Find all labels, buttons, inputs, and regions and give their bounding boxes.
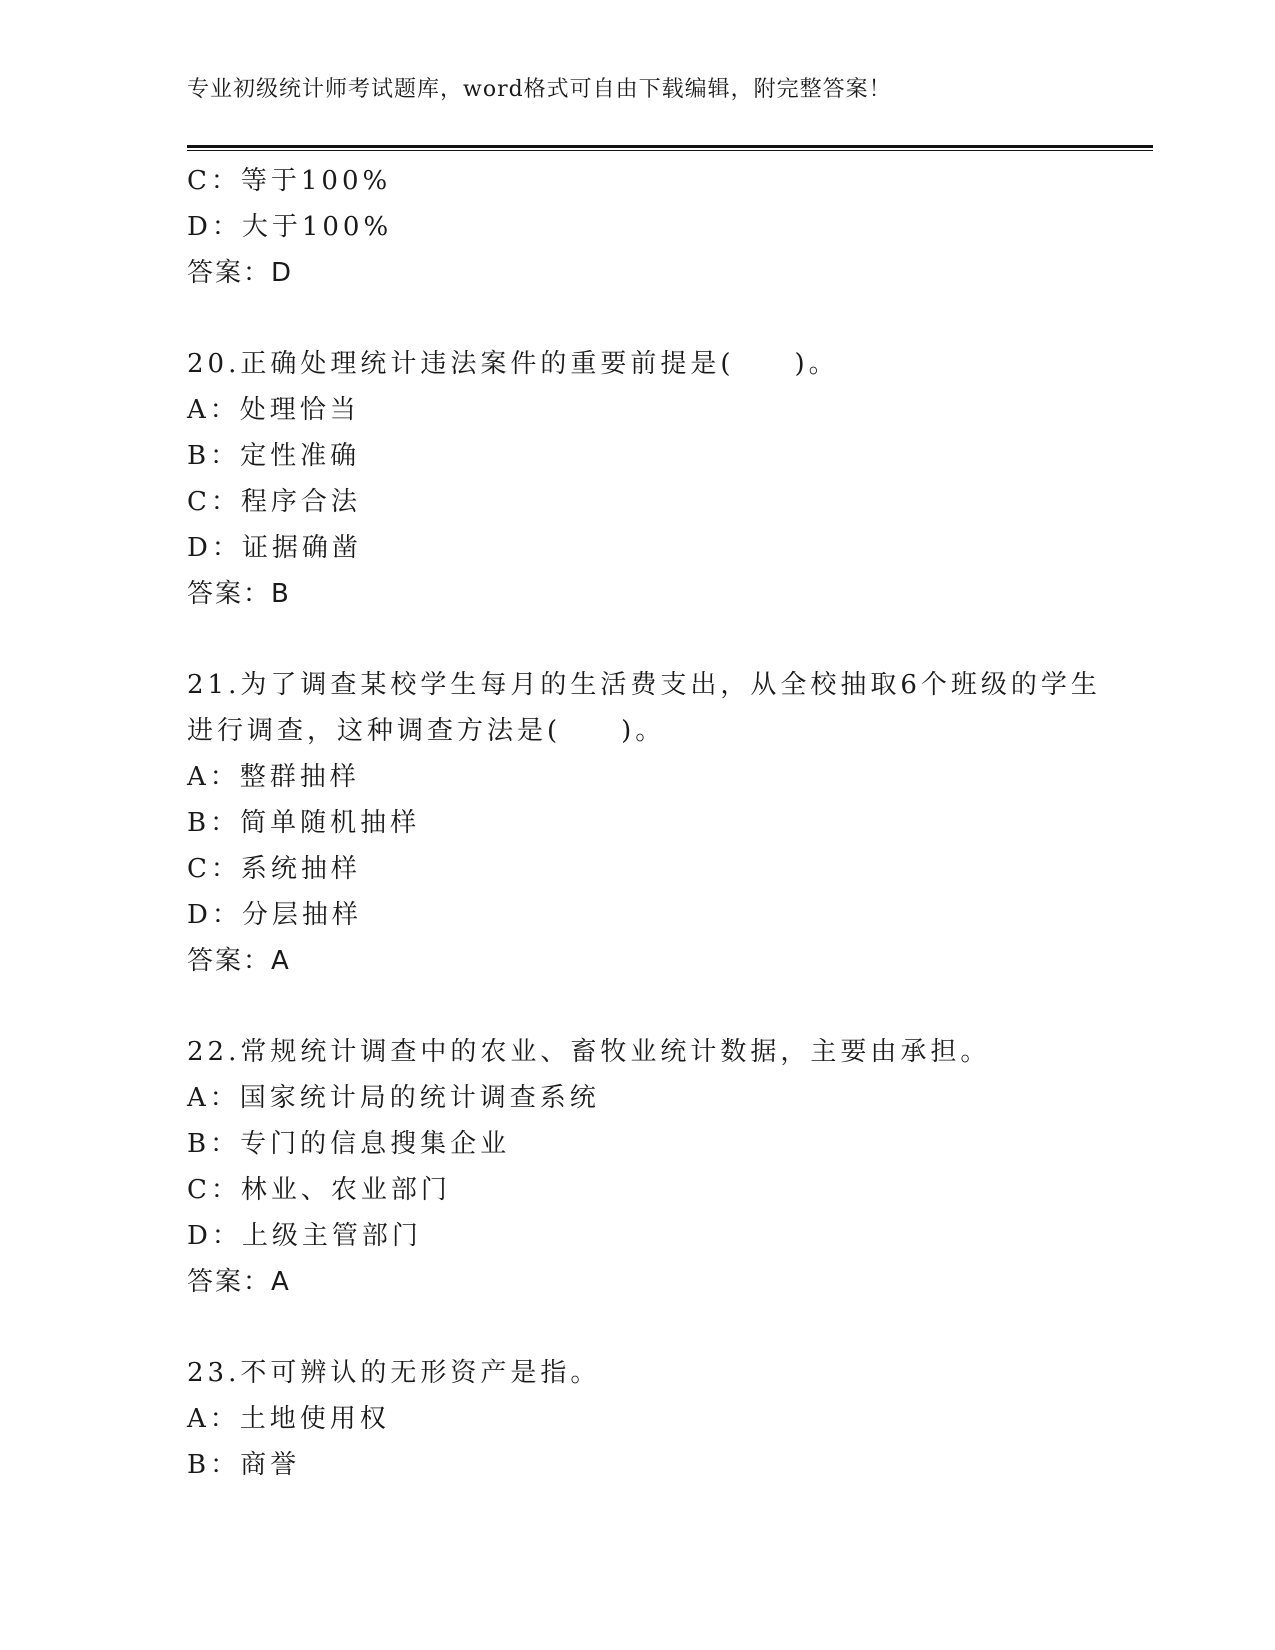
question-text: 22.常规统计调查中的农业、畜牧业统计数据，主要由承担。 — [187, 1037, 991, 1067]
question-text: 20.正确处理统计违法案件的重要前提是( )。 — [187, 349, 839, 379]
spacer — [187, 1305, 1087, 1350]
spacer — [187, 617, 1087, 662]
question-text: 23.不可辨认的无形资产是指。 — [187, 1358, 601, 1388]
spacer — [187, 296, 1087, 341]
option-c: C：等于100% — [187, 166, 392, 196]
question-list — [187, 158, 1101, 1488]
question-block-22 — [187, 1029, 1087, 1305]
question-text-line-2: 进行调查，这种调查方法是( )。 — [187, 716, 666, 746]
answer-line: 答案：D — [187, 258, 294, 288]
option-a: A：土地使用权 — [187, 1404, 390, 1434]
header-divider-thick — [187, 145, 1153, 148]
option-d: D：上级主管部门 — [187, 1221, 422, 1251]
option-a: A：整群抽样 — [187, 762, 360, 792]
answer-line: 答案：A — [187, 1267, 291, 1297]
option-b: B：简单随机抽样 — [187, 808, 421, 838]
option-d: D：分层抽样 — [187, 900, 362, 930]
option-b: B：商誉 — [187, 1450, 301, 1480]
option-b: B：专门的信息搜集企业 — [187, 1129, 511, 1159]
option-b: B：定性准确 — [187, 441, 361, 471]
option-a: A：处理恰当 — [187, 395, 360, 425]
option-d: D：大于100% — [187, 212, 393, 242]
option-d: D：证据确凿 — [187, 533, 362, 563]
question-block-21 — [187, 662, 1101, 984]
question-block-20 — [187, 341, 1087, 617]
question-text-line-1: 21.为了调查某校学生每月的生活费支出，从全校抽取6个班级的学生 — [187, 670, 1101, 700]
question-block-23 — [187, 1350, 1087, 1488]
option-c: C：系统抽样 — [187, 854, 361, 884]
option-c: C：程序合法 — [187, 487, 361, 517]
question-block-19-tail — [187, 158, 1087, 296]
option-a: A：国家统计局的统计调查系统 — [187, 1083, 600, 1113]
page-header: 专业初级统计师考试题库，word格式可自由下载编辑，附完整答案！ — [187, 77, 892, 102]
option-c: C：林业、农业部门 — [187, 1175, 451, 1205]
answer-line: 答案：A — [187, 946, 291, 976]
spacer — [187, 984, 1087, 1029]
answer-line: 答案：B — [187, 579, 291, 609]
header-divider-thin — [187, 150, 1153, 151]
